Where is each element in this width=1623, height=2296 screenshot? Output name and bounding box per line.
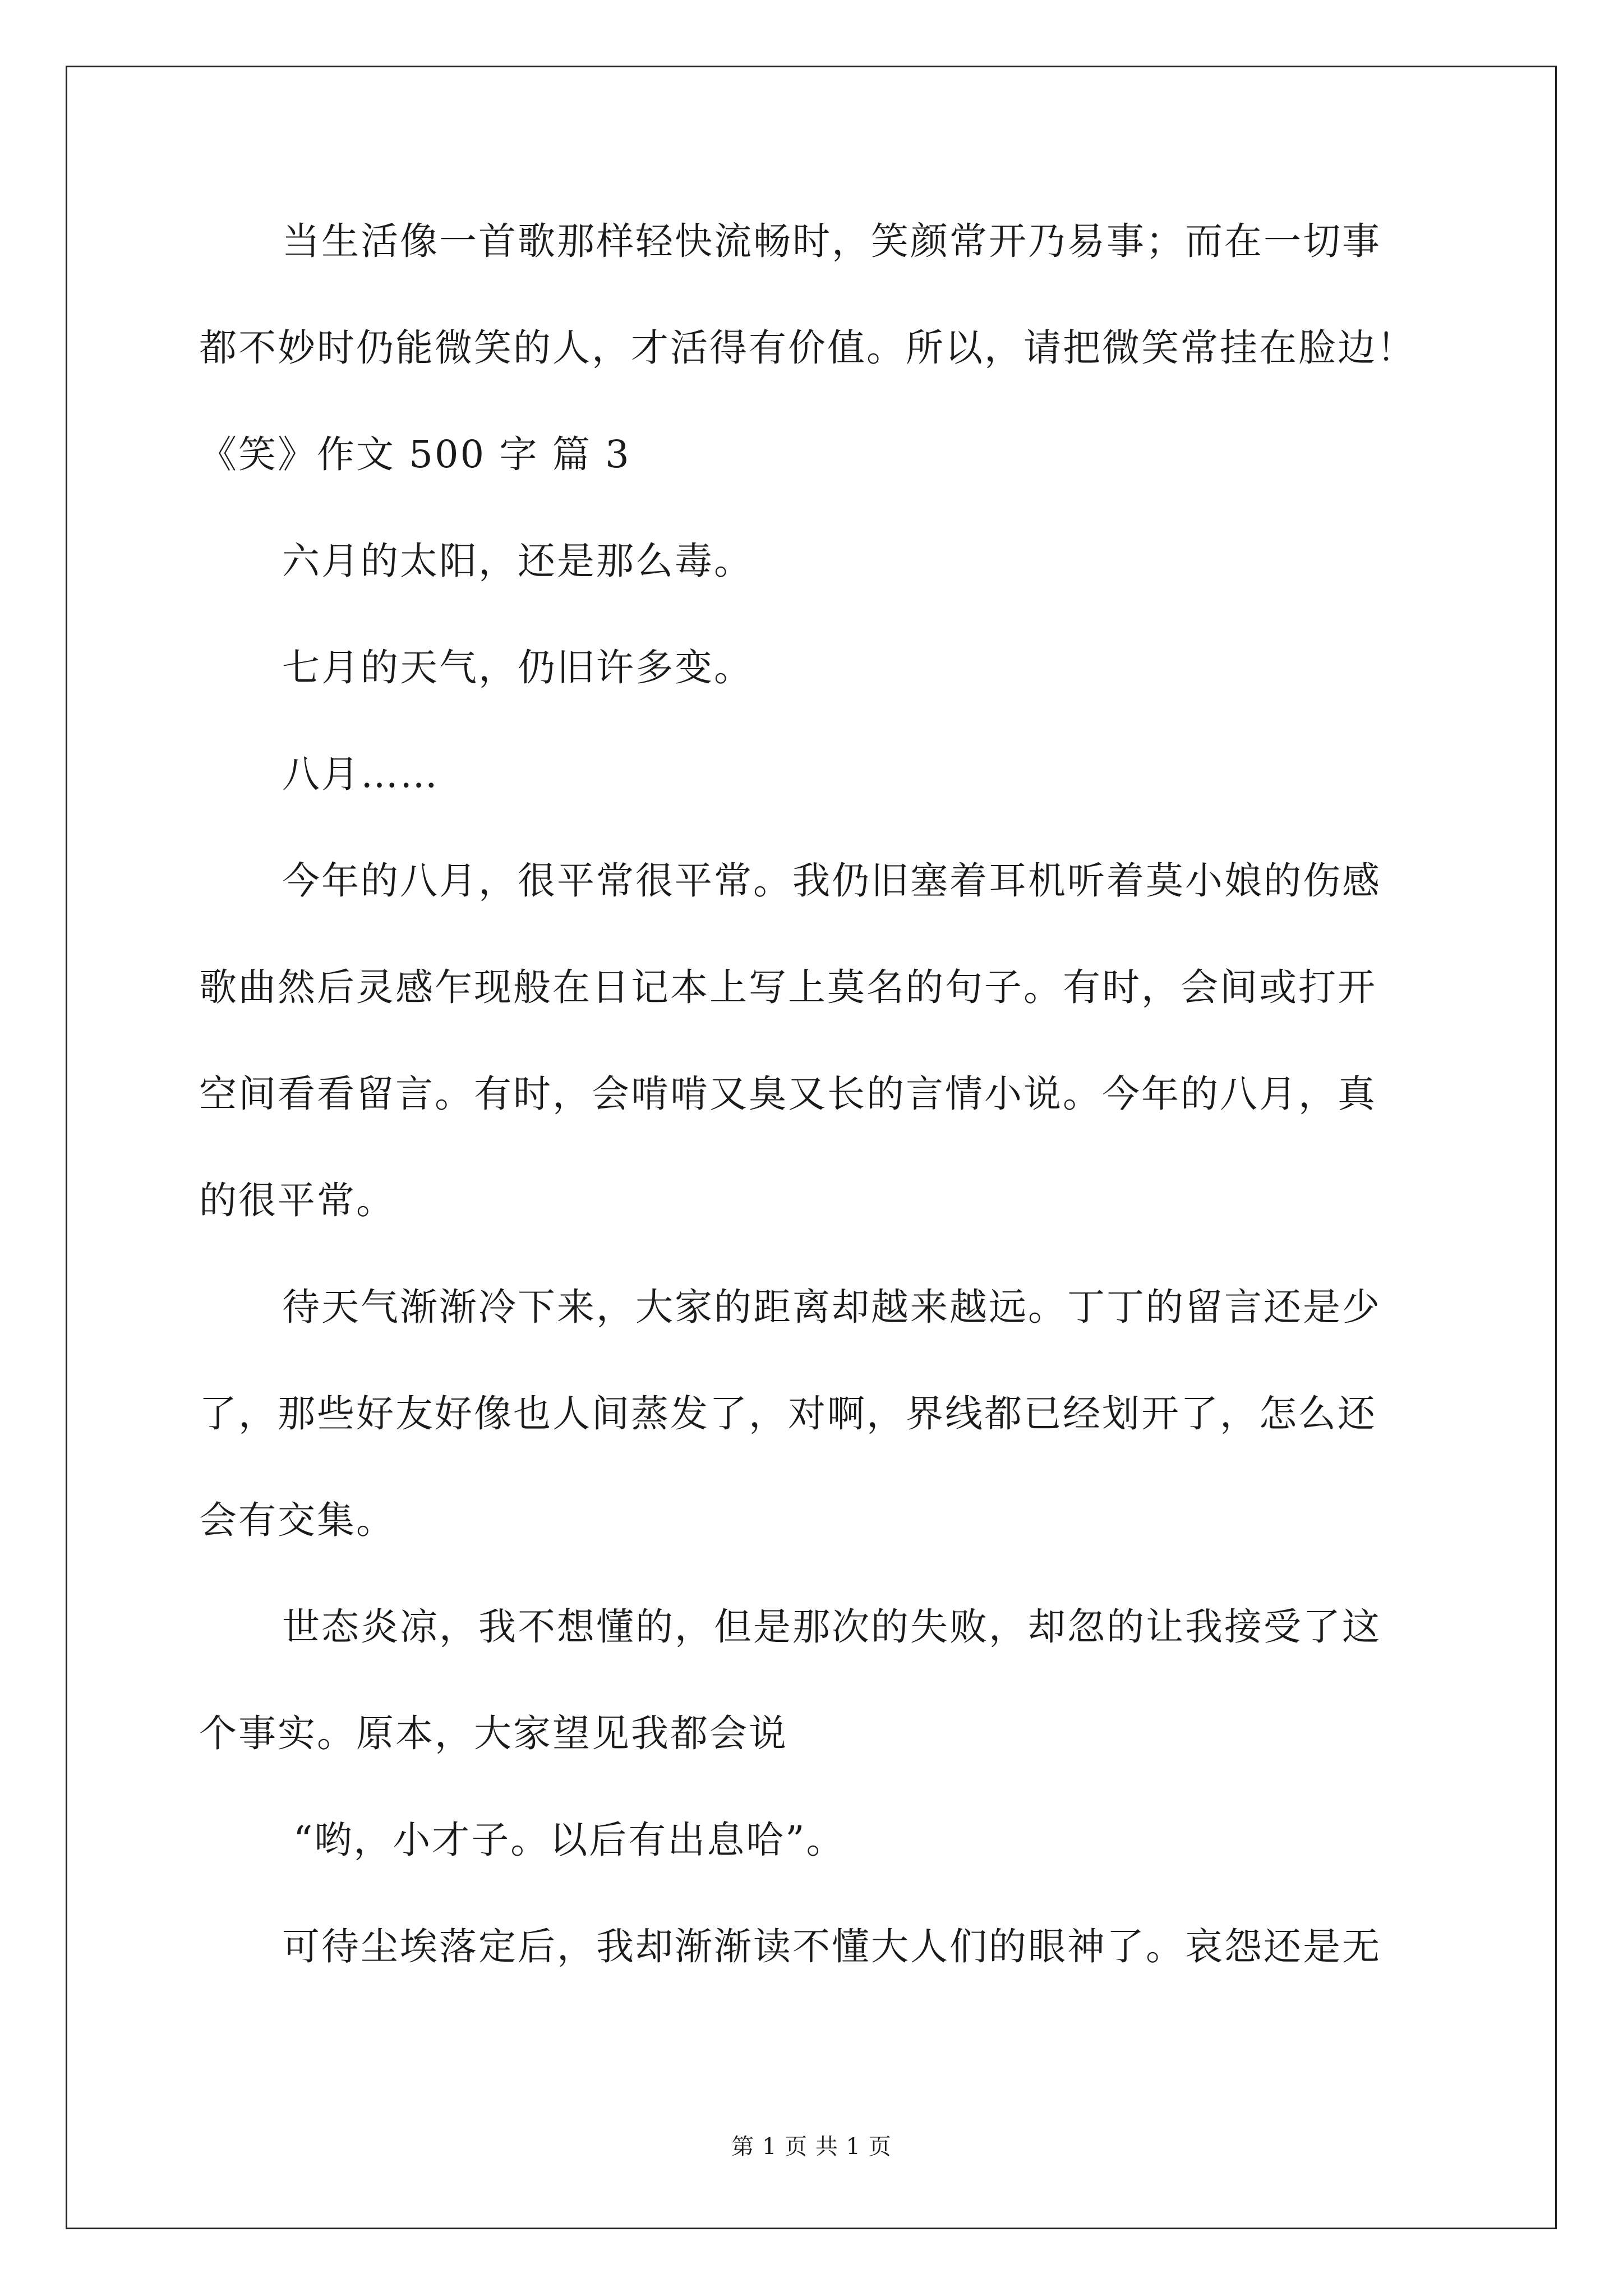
paragraph-line: 空间看看留言。有时，会啃啃又臭又长的言情小说。今年的八月，真 (199, 1072, 1377, 1116)
paragraph-line: 今年的八月，很平常很平常。我仍旧塞着耳机听着莫小娘的伤感 (282, 859, 1381, 903)
paragraph-line: 歌曲然后灵感乍现般在日记本上写上莫名的句子。有时，会间或打开 (199, 965, 1377, 1009)
paragraph-line: 世态炎凉，我不想懂的，但是那次的失败，却忽的让我接受了这 (282, 1605, 1381, 1649)
page-border (66, 66, 1557, 2229)
paragraph-line: 当生活像一首歌那样轻快流畅时，笑颜常开乃易事；而在一切事 (282, 219, 1381, 263)
paragraph-line: 八月…… (282, 752, 439, 796)
paragraph-line: 待天气渐渐冷下来，大家的距离却越来越远。丁丁的留言还是少 (282, 1285, 1381, 1329)
section-heading: 《笑》作文 500 字 篇 3 (199, 432, 631, 476)
paragraph-line: 六月的太阳，还是那么毒。 (282, 539, 753, 583)
page-footer: 第 1 页 共 1 页 (731, 2134, 892, 2160)
paragraph-line: 的很平常。 (199, 1179, 395, 1222)
paragraph-line: 会有交集。 (199, 1498, 395, 1542)
paragraph-line: 个事实。原本，大家望见我都会说 (199, 1711, 788, 1755)
paragraph-line: 都不妙时仍能微笑的人，才活得有价值。所以，请把微笑常挂在脸边！ (199, 326, 1416, 370)
paragraph-line: 七月的天气，仍旧许多变。 (282, 646, 753, 689)
paragraph-line: 了，那些好友好像也人间蒸发了，对啊，界线都已经划开了，怎么还 (199, 1392, 1377, 1435)
quoted-line: “哟，小才子。以后有出息哈”。 (293, 1818, 846, 1862)
paragraph-line: 可待尘埃落定后，我却渐渐读不懂大人们的眼神了。哀怨还是无 (282, 1925, 1381, 1968)
